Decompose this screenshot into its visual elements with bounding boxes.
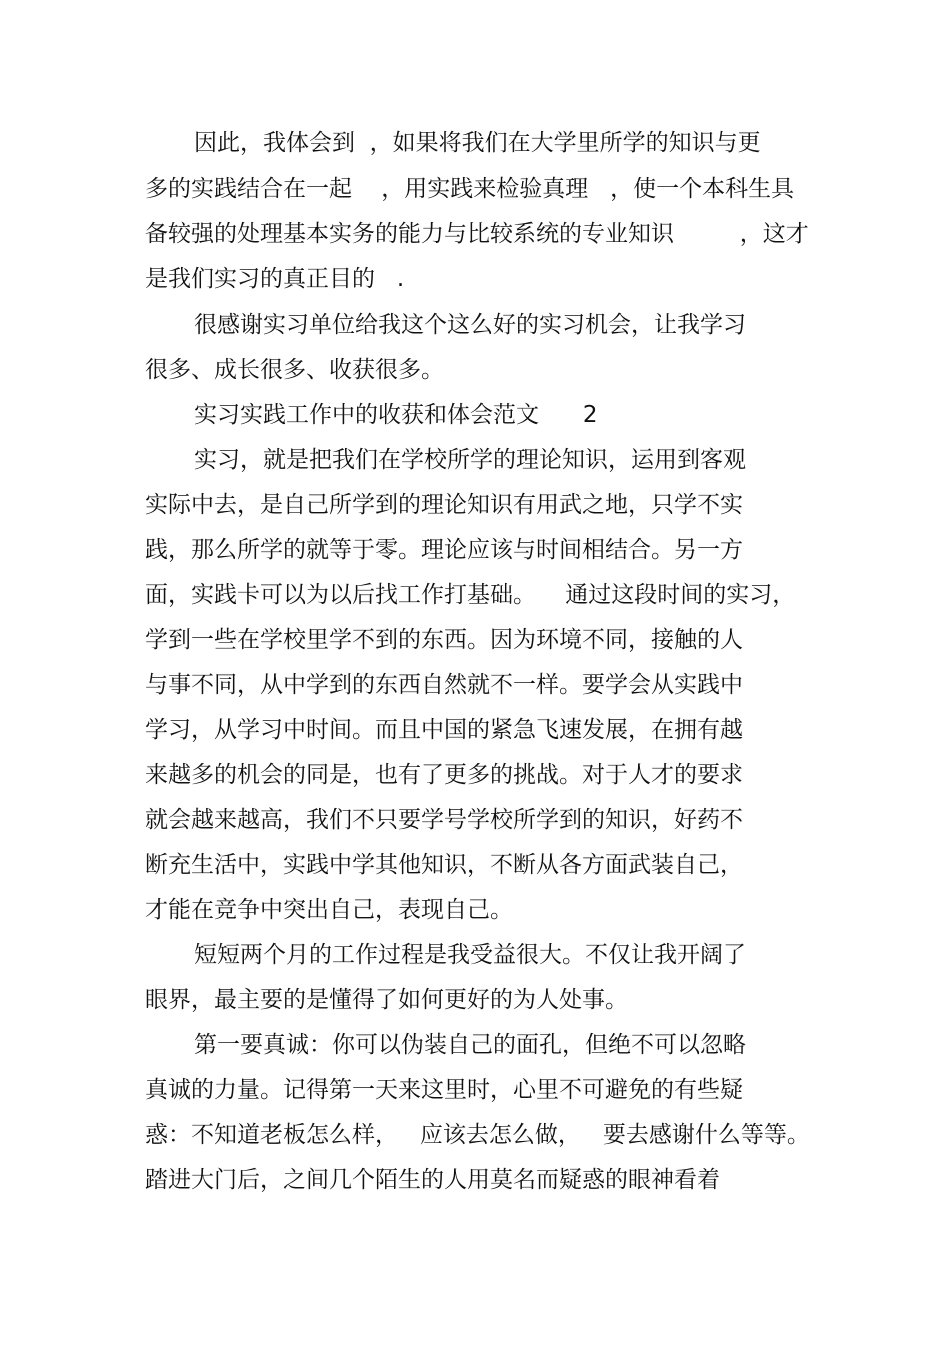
text-line: 学习，从学习中时间。而且中国的紧急飞速发展，在拥有越 xyxy=(145,717,743,743)
text-line: 因此，我体会到 ，如果将我们在大学里所学的知识与更 xyxy=(194,130,761,156)
text-line: 与事不同，从中学到的东西自然就不一样。要学会从实践中 xyxy=(145,672,743,698)
text-line: 很多、成长很多、收获很多。 xyxy=(145,357,444,383)
text-line: 就会越来越高，我们不只要学号学校所学到的知识，好药不 xyxy=(145,807,743,833)
text-line: 备较强的处理基本实务的能力与比较系统的专业知识 ，这才 xyxy=(145,221,809,247)
text-line: 断充生活中，实践中学其他知识，不断从各方面武装自己， xyxy=(145,852,743,878)
text-line: 是我们实习的真正目的 . xyxy=(145,266,405,292)
text-line: 实习，就是把我们在学校所学的理论知识，运用到客观 xyxy=(194,447,746,473)
text-line: 学到一些在学校里学不到的东西。因为环境不同，接触的人 xyxy=(145,627,743,653)
text-line: 踏进大门后，之间几个陌生的人用莫名而疑惑的眼神看着 xyxy=(145,1167,720,1193)
text-line: 多的实践结合在一起 ，用实践来检验真理 ，使一个本科生具 xyxy=(145,176,795,202)
section-heading: 实习实践工作中的收获和体会范文 2 xyxy=(194,402,598,428)
text-line: 才能在竞争中突出自己，表现自己。 xyxy=(145,897,513,923)
text-line: 眼界，最主要的是懂得了如何更好的为人处事。 xyxy=(145,987,628,1013)
text-line: 面，实践卡可以为以后找工作打基础。 通过这段时间的实习， xyxy=(145,582,796,608)
text-line: 第一要真诚：你可以伪装自己的面孔，但绝不可以忽略 xyxy=(194,1032,746,1058)
text-line: 真诚的力量。记得第一天来这里时，心里不可避免的有些疑 xyxy=(145,1077,743,1103)
text-line: 短短两个月的工作过程是我受益很大。不仅让我开阔了 xyxy=(194,942,746,968)
text-line: 惑：不知道老板怎么样， 应该去怎么做， 要去感谢什么等等。 xyxy=(145,1122,810,1148)
text-line: 很感谢实习单位给我这个这么好的实习机会，让我学习 xyxy=(194,312,746,338)
text-line: 践，那么所学的就等于零。理论应该与时间相结合。另一方 xyxy=(145,537,743,563)
text-line: 来越多的机会的同是，也有了更多的挑战。对于人才的要求 xyxy=(145,762,743,788)
text-line: 实际中去，是自己所学到的理论知识有用武之地，只学不实 xyxy=(145,492,743,518)
